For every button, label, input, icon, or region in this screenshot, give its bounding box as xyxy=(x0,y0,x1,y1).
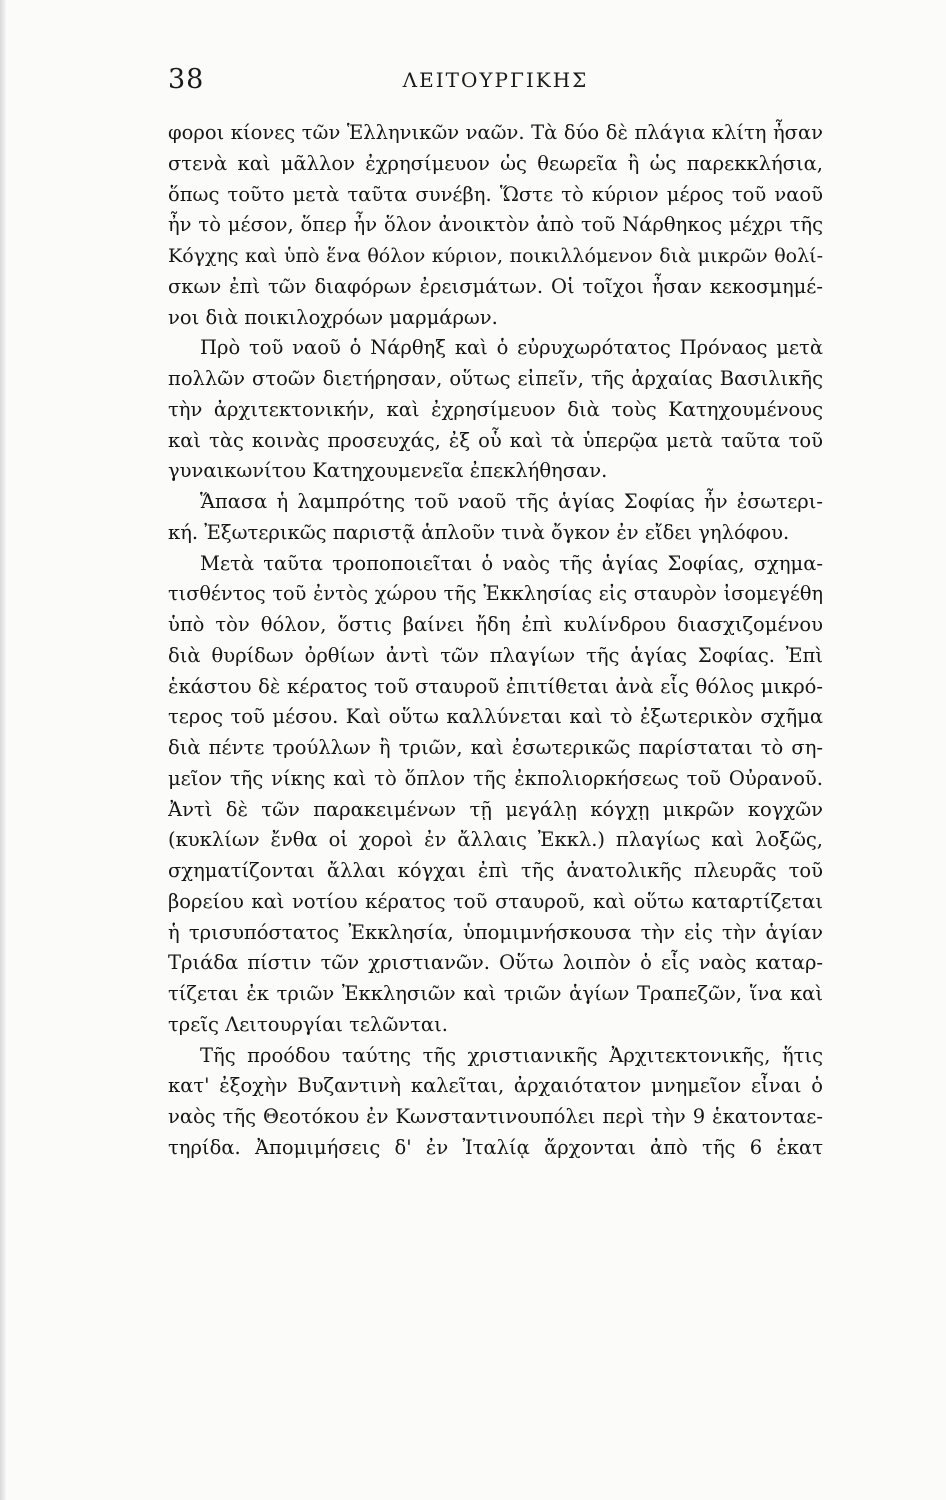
text-line: (κυκλίων ἔνθα οἱ χοροὶ ἐν ἄλλαις Ἐκκλ.) πλαγίως καὶ λοξῶς, xyxy=(168,828,823,852)
text-line: ἑκάστου δὲ κέρατος τοῦ σταυροῦ ἐπιτίθεται ἀνὰ εἷς θόλος μικρό- xyxy=(168,674,823,698)
text-line: Ἀντὶ δὲ τῶν παρακειμένων τῇ μεγάλῃ κόγχῃ μικρῶν κογχῶν xyxy=(168,797,823,821)
text-line: Τριάδα πίστιν τῶν χριστιανῶν. Οὕτω λοιπὸν ὁ εἷς ναὸς καταρ- xyxy=(168,951,823,975)
text-line: σκων ἐπὶ τῶν διαφόρων ἐρεισμάτων. Οἱ τοῖχοι ἦσαν κεκοσμημέ- xyxy=(168,274,823,298)
text-line: κή. Ἐξωτερικῶς παριστᾷ ἁπλοῦν τινὰ ὄγκον ἐν εἴδει γηλόφου. xyxy=(168,520,790,544)
text-line: μεῖον τῆς νίκης καὶ τὸ ὅπλον τῆς ἐκπολιορκήσεως τοῦ Οὐρανοῦ. xyxy=(168,766,823,790)
page-edge-shadow xyxy=(0,0,6,1500)
text-line: φοροι κίονες τῶν Ἑλληνικῶν ναῶν. Τὰ δύο δὲ πλάγια κλίτη ἦσαν xyxy=(168,121,823,144)
text-line: σχηματίζονται ἄλλαι κόγχαι ἐπὶ τῆς ἀνατολικῆς πλευρᾶς τοῦ xyxy=(168,859,823,882)
text-line: τὴν ἀρχιτεκτονικήν, καὶ ἐχρησίμευον διὰ τοὺς Κατηχουμένους xyxy=(168,397,823,421)
text-line: τρεῖς Λειτουργίαι τελῶνται. xyxy=(168,1012,448,1036)
running-title: ΛΕΙΤΟΥΡΓΙΚΗΣ xyxy=(402,68,589,92)
page-number: 38 xyxy=(168,64,205,95)
text-line: πολλῶν στοῶν διετήρησαν, οὕτως εἰπεῖν, τῆς ἀρχαίας Βασιλικῆς xyxy=(168,367,823,390)
text-line: Πρὸ τοῦ ναοῦ ὁ Νάρθηξ καὶ ὁ εὐρυχωρότατος Πρόναος μετὰ xyxy=(200,336,823,360)
text-line: Κόγχης καὶ ὑπὸ ἕνα θόλον κύριον, ποικιλλόμενον διὰ μικρῶν θολί- xyxy=(168,245,823,267)
text-line: κατ' ἐξοχὴν Βυζαντινὴ καλεῖται, ἀρχαιότατον μνημεῖον εἶναι ὁ xyxy=(168,1074,823,1098)
text-line: τίζεται ἐκ τριῶν Ἐκκλησιῶν καὶ τριῶν ἁγίων Τραπεζῶν, ἵνα καὶ xyxy=(168,982,823,1005)
text-line: νοι διὰ ποικιλοχρόων μαρμάρων. xyxy=(168,305,498,329)
text-line: καὶ τὰς κοινὰς προσευχάς, ἐξ οὗ καὶ τὰ ὑπερῷα μετὰ ταῦτα τοῦ xyxy=(168,428,823,452)
text-line: τηρίδα. Ἀπομιμήσεις δ' ἐν Ἰταλίᾳ ἄρχονται ἀπὸ τῆς 6 ἑκατ xyxy=(168,1135,823,1159)
text-line: ναὸς τῆς Θεοτόκου ἐν Κωνσταντινουπόλει περὶ τὴν 9 ἑκατονταε- xyxy=(168,1105,823,1128)
text-line: τερος τοῦ μέσου. Καὶ οὕτω καλλύνεται καὶ τὸ ἐξωτερικὸν σχῆμα xyxy=(168,705,823,729)
text-line: διὰ πέντε τρούλλων ἢ τριῶν, καὶ ἐσωτερικῶς παρίσταται τὸ ση- xyxy=(168,736,823,759)
text-line: τισθέντος τοῦ ἐντὸς χώρου τῆς Ἐκκλησίας εἰς σταυρὸν ἰσομεγέθη xyxy=(168,582,823,606)
text-line: ὅπως τοῦτο μετὰ ταῦτα συνέβη. Ὥστε τὸ κύριον μέρος τοῦ ναοῦ xyxy=(168,182,823,206)
text-line: στενὰ καὶ μᾶλλον ἐχρησίμευον ὡς θεωρεῖα ἢ ὡς παρεκκλήσια, xyxy=(168,151,823,175)
text-line: ἦν τὸ μέσον, ὅπερ ἦν ὅλον ἀνοικτὸν ἀπὸ τοῦ Νάρθηκος μέχρι τῆς xyxy=(168,213,823,237)
text-line: Μετὰ ταῦτα τροποποιεῖται ὁ ναὸς τῆς ἁγίας Σοφίας, σχημα- xyxy=(200,551,823,575)
text-line: γυναικωνίτου Κατηχουμενεῖα ἐπεκλήθησαν. xyxy=(168,459,608,483)
text-line: ἡ τρισυπόστατος Ἐκκλησία, ὑπομιμνήσκουσα τὴν εἰς τὴν ἁγίαν xyxy=(168,920,823,944)
text-line: βορείου καὶ νοτίου κέρατος τοῦ σταυροῦ, καὶ οὕτω καταρτίζεται xyxy=(168,889,823,913)
text-line: διὰ θυρίδων ὀρθίων ἀντὶ τῶν πλαγίων τῆς ἁγίας Σοφίας. Ἐπὶ xyxy=(168,643,823,667)
running-head xyxy=(168,64,823,104)
text-line: ὑπὸ τὸν θόλον, ὅστις βαίνει ἤδη ἐπὶ κυλίνδρου διασχιζομένου xyxy=(168,613,823,636)
text-line: Ἅπασα ἡ λαμπρότης τοῦ ναοῦ τῆς ἁγίας Σοφίας ἦν ἐσωτερι- xyxy=(200,490,823,513)
text-line: Τῆς προόδου ταύτης τῆς χριστιανικῆς Ἀρχιτεκτονικῆς, ἥτις xyxy=(200,1043,823,1067)
body-text xyxy=(168,118,823,1164)
